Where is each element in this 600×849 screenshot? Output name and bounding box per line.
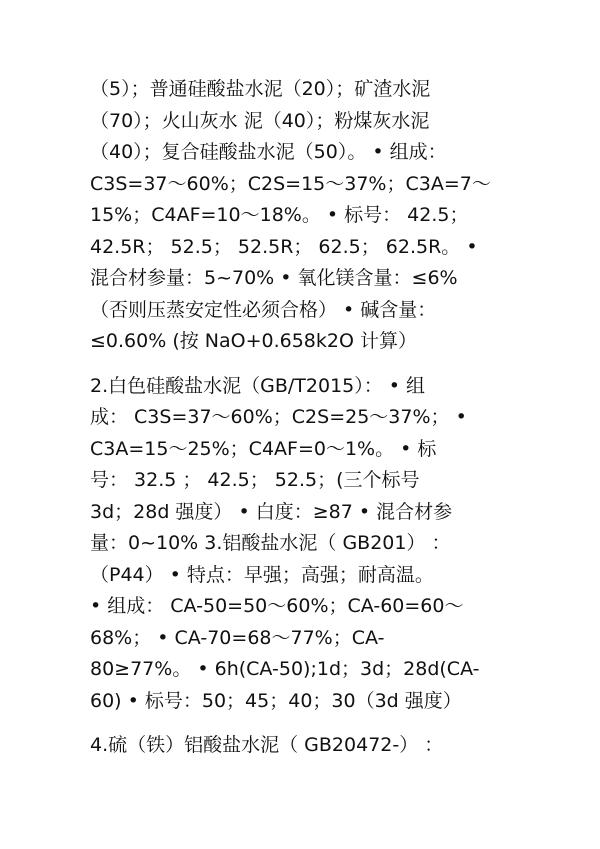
- paragraph-sulfoaluminate-cement: [90, 730, 510, 762]
- document-page: [90, 74, 510, 762]
- text-line: • 组成： CA-50=50～60%；CA-60=60～: [90, 595, 464, 617]
- text-line: （5）；普通硅酸盐水泥（20）；矿渣水泥: [90, 78, 431, 100]
- text-line: 80≥77%。 • 6h(CA-50);1d；3d；28d(CA-: [90, 658, 480, 680]
- text-line: 60) • 标号：50；45；40；30（3d 强度）: [90, 689, 462, 712]
- paragraph-cement-types: [90, 74, 510, 358]
- text-line: 2.白色硅酸盐水泥（GB/T2015）： • 组: [90, 374, 426, 397]
- paragraph-gap: [90, 717, 510, 730]
- text-line: 量：0~10% 3.铝酸盐水泥（ GB201） ：: [90, 532, 451, 554]
- text-line: 4.硫（铁）铝酸盐水泥（ GB20472-） ：: [90, 734, 444, 756]
- text-line: 68%； • CA-70=68～77%；CA-: [90, 626, 385, 649]
- text-line: 号： 32.5 ； 42.5； 52.5；(三个标号: [90, 469, 420, 491]
- text-line: C3S=37～60%；C2S=15～37%；C3A=7～: [90, 172, 491, 195]
- text-line: （40）；复合硅酸盐水泥（50）。 • 组成：: [90, 141, 447, 163]
- text-line: 42.5R； 52.5； 52.5R； 62.5； 62.5R。 •: [90, 235, 478, 258]
- text-line: ≤0.60% (按 NaO+0.658k2O 计算）: [90, 330, 417, 352]
- text-line: C3A=15～25%；C4AF=0～1%。 • 标: [90, 437, 437, 460]
- text-line: 成： C3S=37～60%；C2S=25～37%； •: [90, 406, 467, 428]
- paragraph-white-cement: [90, 371, 510, 718]
- text-line: 3d；28d 强度） • 白度：≥87 • 混合材参: [90, 500, 453, 523]
- text-line: 15%；C4AF=10～18%。 • 标号： 42.5；: [90, 204, 469, 226]
- text-line: （P44） • 特点：早强；高强；耐高温。: [90, 563, 434, 586]
- text-line: 混合材参量：5~70% • 氧化镁含量：≤6%: [90, 267, 458, 289]
- paragraph-gap: [90, 358, 510, 371]
- text-line: （否则压蒸安定性必须合格） • 碱含量：: [90, 298, 437, 321]
- text-line: （70）；火山灰水 泥（40）；粉煤灰水泥: [90, 109, 430, 132]
